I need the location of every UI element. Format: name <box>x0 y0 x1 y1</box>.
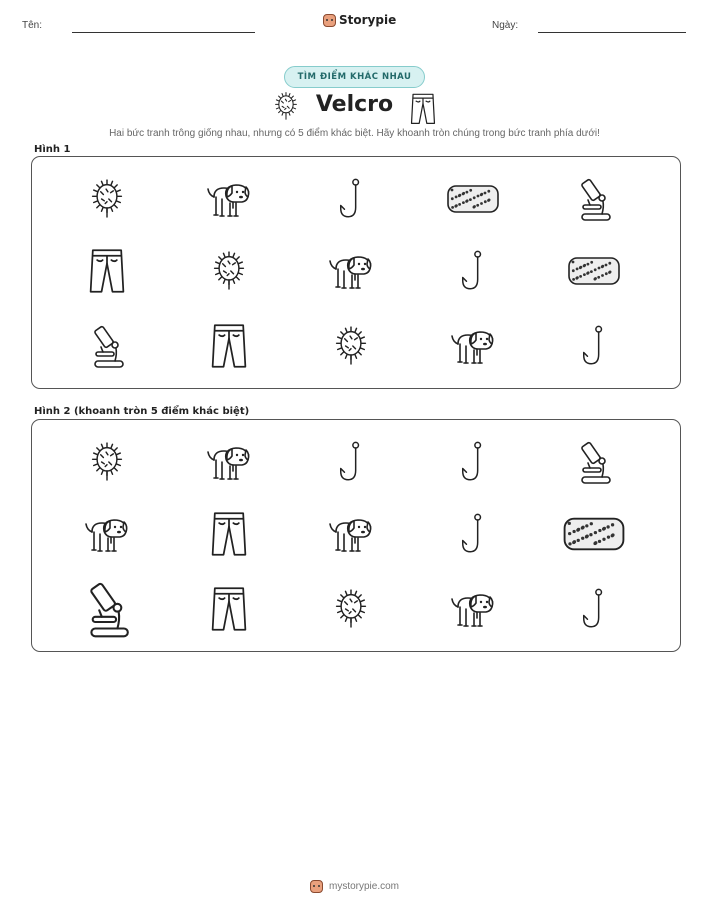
picture1-label: Hình 1 <box>34 144 71 155</box>
hook-icon[interactable] <box>337 176 365 222</box>
dog-icon[interactable] <box>326 512 376 556</box>
dog-icon[interactable] <box>204 440 254 484</box>
sponge-icon[interactable] <box>445 182 501 216</box>
burr-icon[interactable] <box>333 587 369 631</box>
dog-icon[interactable] <box>82 512 132 556</box>
microscope-icon[interactable] <box>574 439 614 485</box>
hook-icon[interactable] <box>337 439 365 485</box>
microscope-icon[interactable] <box>87 323 127 369</box>
hook-icon[interactable] <box>459 248 487 294</box>
hook-icon[interactable] <box>459 439 487 485</box>
microscope-icon[interactable] <box>81 576 133 642</box>
dog-icon[interactable] <box>448 324 498 368</box>
instructions: Hai bức tranh trông giống nhau, nhưng có 5 điểm khác biệt. Hãy khoanh tròn chúng trong bức tranh phía dưới! <box>109 128 600 139</box>
name-label: Tên: <box>22 20 43 31</box>
pants-icon[interactable] <box>209 322 249 370</box>
picture2-panel <box>31 419 681 652</box>
footer-url[interactable]: mystorypie.com <box>328 881 399 892</box>
hook-icon[interactable] <box>459 511 487 557</box>
hook-icon[interactable] <box>580 586 608 632</box>
burr-icon[interactable] <box>89 440 125 484</box>
page-title: Velcro <box>315 92 394 117</box>
pants-icon[interactable] <box>87 247 127 295</box>
burr-icon[interactable] <box>89 177 125 221</box>
footer <box>0 880 709 893</box>
activity-badge: TÌM ĐIỂM KHÁC NHAU <box>284 66 425 88</box>
date-label: Ngày: <box>492 20 519 31</box>
sponge-icon[interactable] <box>566 254 622 288</box>
pants-icon[interactable] <box>209 510 249 558</box>
date-line[interactable] <box>538 32 686 33</box>
dog-icon[interactable] <box>204 177 254 221</box>
burr-icon[interactable] <box>211 249 247 293</box>
microscope-icon[interactable] <box>574 176 614 222</box>
hook-icon[interactable] <box>580 323 608 369</box>
dog-icon[interactable] <box>448 587 498 631</box>
pants-icon[interactable] <box>209 585 249 633</box>
brand-logo <box>323 13 396 27</box>
storypie-logo-icon <box>323 14 336 27</box>
picture2-label: Hình 2 (khoanh tròn 5 điểm khác biệt) <box>34 406 250 417</box>
burr-icon[interactable] <box>333 324 369 368</box>
picture1-panel <box>31 156 681 389</box>
sponge-icon[interactable] <box>562 514 626 554</box>
storypie-logo-icon <box>310 880 323 893</box>
pants-icon <box>410 92 436 122</box>
brand-name: Storypie <box>339 13 397 27</box>
dog-icon[interactable] <box>326 249 376 293</box>
name-line[interactable] <box>72 32 255 33</box>
